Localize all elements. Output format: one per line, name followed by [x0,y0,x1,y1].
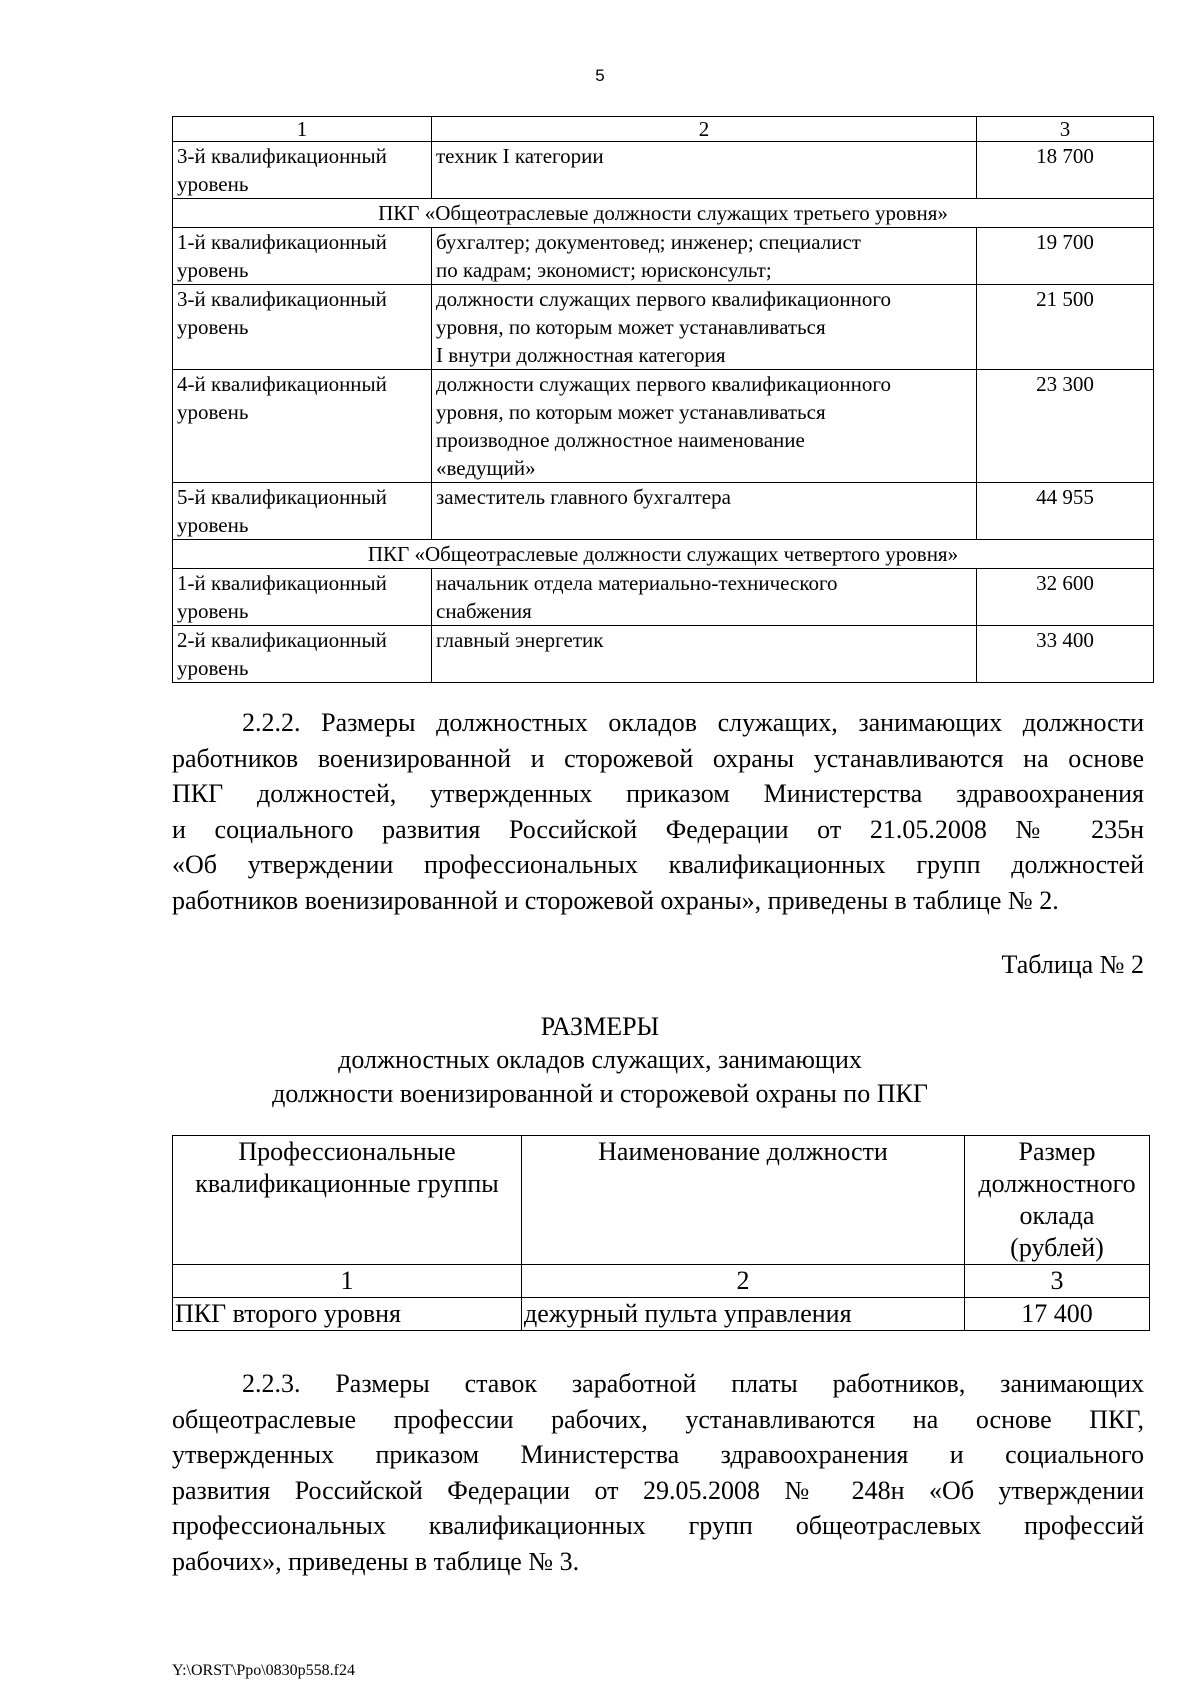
column-header [965,1136,1150,1265]
column-number: 3 [965,1265,1150,1298]
salary-amount: 18 700 [977,142,1154,199]
cell-line: I внутри должностная категория [436,343,726,367]
paragraph-line: работников военизированной и сторожевой охраны», приведены в таблице № 2. [172,885,1059,915]
column-number: 3 [977,117,1154,142]
position-names [432,285,977,370]
column-number: 2 [432,117,977,142]
group-title: ПКГ «Общеотраслевые должности служащих четвертого уровня» [173,540,1154,569]
position-name: дежурный пульта управления [522,1298,965,1331]
position-names [432,569,977,626]
cell-line: должности служащих первого квалификационного [436,287,891,311]
column-header [522,1136,965,1265]
table-header-row [173,1136,1150,1265]
table-row [173,1298,1150,1331]
table-row [173,142,1154,199]
paragraph-line: 2.2.3. Размеры ставок заработной платы работников, занимающих [242,1369,1144,1398]
column-number: 2 [522,1265,965,1298]
qualification-group: ПКГ второго уровня [173,1298,522,1331]
cell-line: оклада [1019,1201,1095,1230]
table-header-row [173,117,1154,142]
cell-line: Размер [1018,1137,1096,1166]
cell-line: уровень [177,656,249,680]
table-row [173,228,1154,285]
cell-line: уровень [177,400,249,424]
cell-line: Профессиональные [238,1137,456,1166]
page-number: 5 [595,66,605,85]
cell-line: 1-й квалификационный [177,571,387,595]
cell-line: уровня, по которым может устанавливаться [436,315,826,339]
cell-line: бухгалтер; документовед; инженер; специалист [436,230,861,254]
salary-table-1 [172,116,1154,683]
salary-amount: 23 300 [977,370,1154,483]
group-title: ПКГ «Общеотраслевые должности служащих третьего уровня» [173,199,1154,228]
table-row [173,626,1154,683]
paragraph-line: ПКГ должностей, утвержденных приказом Министерства здравоохранения [172,779,1144,808]
cell-line: уровень [177,258,249,282]
footer-file-path: Y:\ORST\Ppo\0830p558.f24 [172,1662,355,1679]
cell-line: 2-й квалификационный [177,628,387,652]
cell-line: уровня, по которым может устанавливаться [436,400,826,424]
table-heading-title: РАЗМЕРЫ [540,1012,660,1041]
qualification-level [173,569,432,626]
cell-line: Наименование должности [598,1137,888,1166]
qualification-level [173,285,432,370]
paragraph-line: развития Российской Федерации от 29.05.2008 № 248н «Об утверждении [172,1475,1144,1505]
table-heading-subtitle: должности военизированной и сторожевой охраны по ПКГ [272,1079,928,1108]
table-caption: Таблица № 2 [1001,950,1144,979]
cell-line: 1-й квалификационный [177,230,387,254]
column-header [173,1136,522,1265]
paragraph-line: рабочих», приведены в таблице № 3. [172,1546,580,1576]
table-heading-subtitle: должностных окладов служащих, занимающих [338,1045,862,1074]
salary-table-2 [172,1135,1150,1331]
cell-line: должностного [978,1169,1136,1198]
cell-line: главный энергетик [436,628,604,652]
cell-line: производное должностное наименование [436,428,805,452]
paragraph-line: «Об утверждении профессиональных квалификационных групп должностей [172,850,1144,879]
column-number: 1 [173,117,432,142]
table-row [173,483,1154,540]
qualification-level [173,142,432,199]
cell-line: снабжения [436,599,532,623]
qualification-level [173,228,432,285]
position-names [432,370,977,483]
column-number: 1 [173,1265,522,1298]
cell-line: 3-й квалификационный [177,287,387,311]
position-names [432,228,977,285]
paragraph-line: работников военизированной и сторожевой охраны устанавливаются на основе [172,743,1144,773]
salary-amount: 19 700 [977,228,1154,285]
paragraph-line: утвержденных приказом Министерства здравоохранения и социального [172,1440,1144,1469]
qualification-level [173,370,432,483]
paragraph-line: 2.2.2. Размеры должностных окладов служащих, занимающих должности [242,708,1144,737]
cell-line: начальник отдела материально-технического [436,571,838,595]
qualification-level [173,483,432,540]
salary-amount: 44 955 [977,483,1154,540]
paragraph-line: профессиональных квалификационных групп общеотраслевых профессий [172,1511,1144,1540]
cell-line: 5-й квалификационный [177,485,387,509]
group-row [173,199,1154,228]
position-names [432,483,977,540]
cell-line: (рублей) [1010,1233,1104,1262]
paragraph-line: и социального развития Российской Федерации от 21.05.2008 № 235н [172,814,1144,844]
cell-line: должности служащих первого квалификационного [436,372,891,396]
salary-amount: 33 400 [977,626,1154,683]
paragraph-2-2-3 [172,1366,1144,1579]
cell-line: уровень [177,315,249,339]
salary-amount: 21 500 [977,285,1154,370]
cell-line: уровень [177,513,249,537]
group-row [173,540,1154,569]
salary-amount: 32 600 [977,569,1154,626]
position-names [432,142,977,199]
column-number-row [173,1265,1150,1298]
cell-line: заместитель главного бухгалтера [436,485,731,509]
cell-line: 3-й квалификационный [177,144,387,168]
table-row [173,569,1154,626]
cell-line: уровень [177,172,249,196]
table-row [173,285,1154,370]
cell-line: техник I категории [436,144,604,168]
cell-line: по кадрам; экономист; юрисконсульт; [436,258,772,282]
position-names [432,626,977,683]
paragraph-2-2-2 [172,705,1144,918]
cell-line: 4-й квалификационный [177,372,387,396]
cell-line: уровень [177,599,249,623]
cell-line: квалификационные группы [195,1169,499,1198]
table-row [173,370,1154,483]
salary-amount: 17 400 [965,1298,1150,1331]
qualification-level [173,626,432,683]
paragraph-line: общеотраслевые профессии рабочих, устанавливаются на основе ПКГ, [172,1404,1144,1434]
cell-line: «ведущий» [436,456,536,480]
